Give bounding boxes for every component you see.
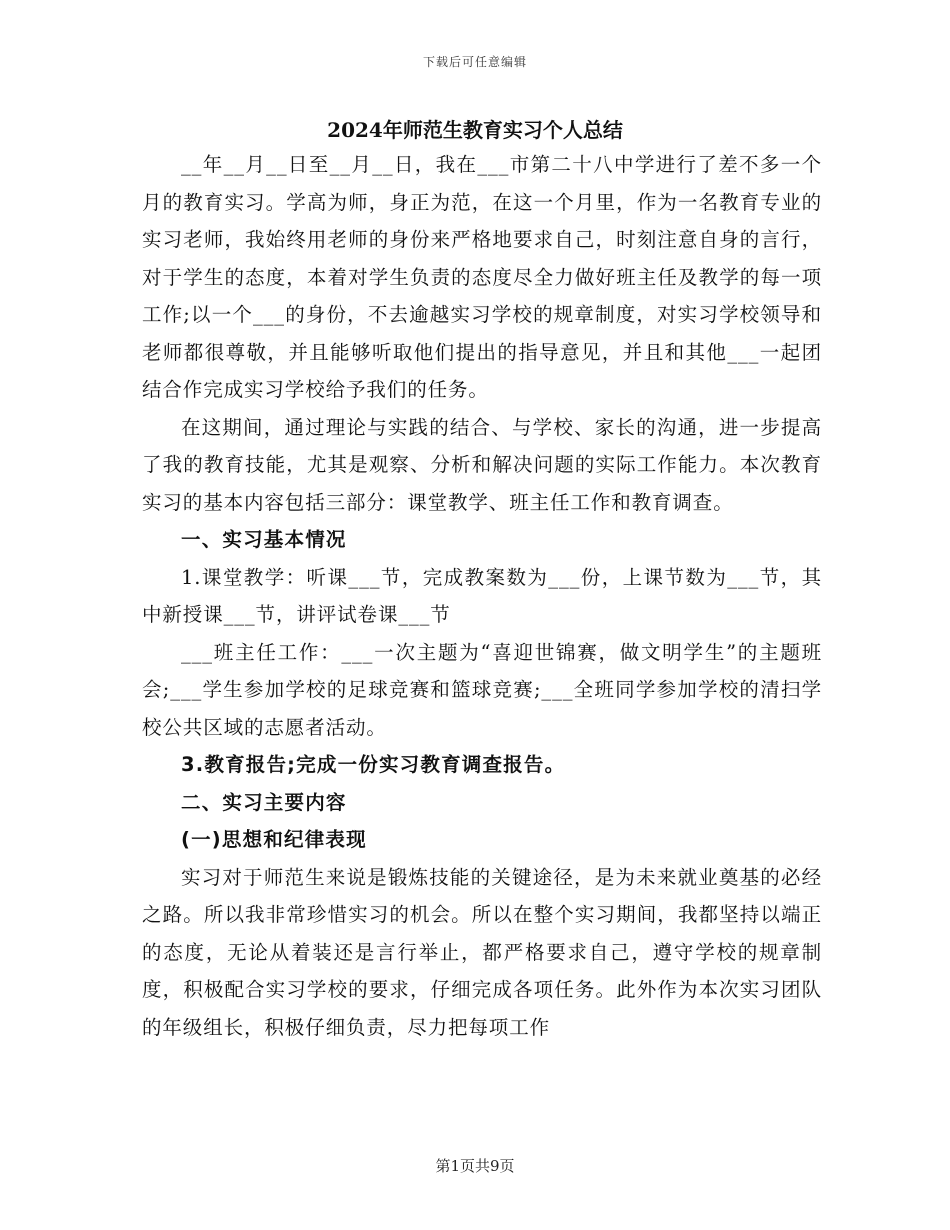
body-paragraph: ___班主任工作：___一次主题为“喜迎世锦赛，做文明学生”的主题班会;___学生参加学校的足球竞赛和篮球竞赛;___全班同学参加学校的清扫学校公共区域的志愿者活动。 xyxy=(142,640,822,739)
body-paragraph: __年__月__日至__月__日，我在___市第二十八中学进行了差不多一个月的教育实习。学高为师，身正为范，在这一个月里，作为一名教育专业的实习老师，我始终用老师的身份来严格地要求自己，时刻注意自身的言行，对于学生的态度，本着对学生负责的态度尽全力做好班主任及教学的每一项工作;以一个___的身份，不去逾越实习学校的规章制度，对实习学校领导和老师都很尊敬，并且能够听取他们提出的指导意见，并且和其他___一起团结合作完成实习学校给予我们的任务。 xyxy=(142,153,822,401)
body-paragraph: 实习对于师范生来说是锻炼技能的关键途径，是为未来就业奠基的必经之路。所以我非常珍惜实习的机会。所以在整个实习期间，我都坚持以端正的态度，无论从着装还是言行举止，都严格要求自己，遵守学校的规章制度，积极配合实习学校的要求，仔细完成各项任务。此外作为本次实习团队的年级组长，积极仔细负责，尽力把每项工作 xyxy=(142,865,822,1039)
body-paragraph: 在这期间，通过理论与实践的结合、与学校、家长的沟通，进一步提高了我的教育技能，尤其是观察、分析和解决问题的实际工作能力。本次教育实习的基本内容包括三部分：课堂教学、班主任工作和教育调查。 xyxy=(142,415,822,514)
page-number: 第1页共9页 xyxy=(435,1157,515,1175)
document-title: 2024年师范生教育实习个人总结 xyxy=(327,118,623,142)
section-heading: (一)思想和纪律表现 xyxy=(181,828,367,851)
document-body xyxy=(142,146,822,1046)
page-header-note: 下载后可任意编辑 xyxy=(422,55,527,69)
section-heading: 一、实习基本情况 xyxy=(181,528,347,551)
section-heading: 3.教育报告;完成一份实习教育调查报告。 xyxy=(181,753,566,776)
section-heading: 二、实习主要内容 xyxy=(181,790,347,814)
body-paragraph: 1.课堂教学：听课___节，完成教案数为___份，上课节数为___节，其中新授课___节，讲评试卷课___节 xyxy=(142,565,822,626)
